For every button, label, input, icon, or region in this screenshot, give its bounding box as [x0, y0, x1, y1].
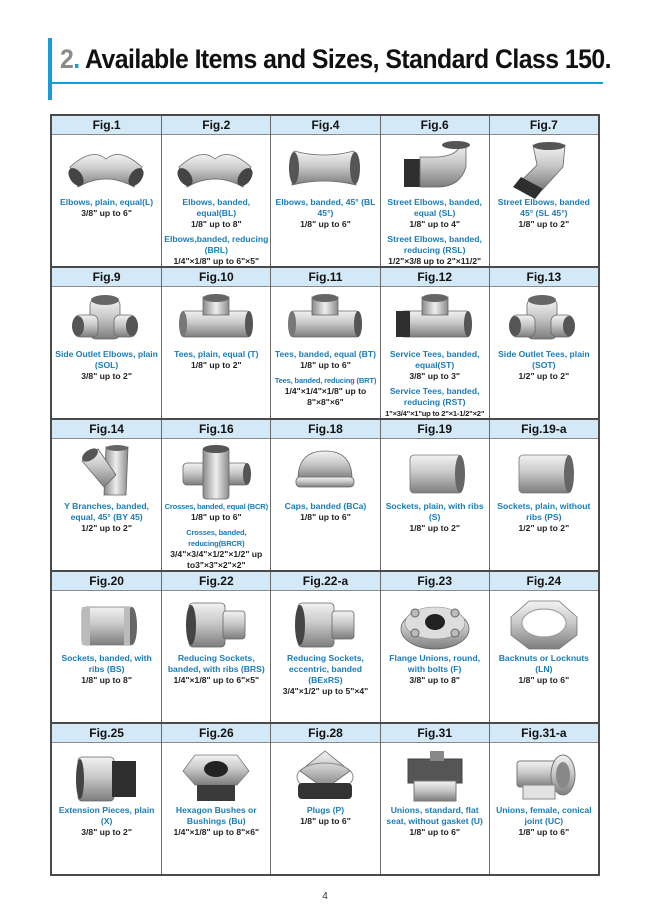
fitting-size-range: 1/8" up to 6" — [518, 675, 570, 685]
union-conical-icon — [490, 747, 598, 805]
fitting-description — [271, 653, 379, 697]
fitting-description — [271, 501, 379, 523]
fitting-description — [162, 805, 270, 838]
fitting-size-range: 1/8" up to 6" — [300, 219, 351, 229]
figure-label: Fig.12 — [381, 268, 489, 287]
reducing-socket-eccentric-icon — [271, 595, 379, 653]
fitting-size-range: 1/8" up to 2" — [518, 219, 570, 229]
fitting-size-range: 1/8" up to 6" — [300, 816, 351, 826]
fitting-description — [52, 501, 161, 534]
fitting-description — [271, 349, 379, 408]
fitting-name: Elbows, banded, 45° (BL 45°) — [275, 197, 376, 218]
figure-label: Fig.11 — [271, 268, 379, 287]
fitting-description — [490, 653, 598, 686]
fitting-name: Extension Pieces, plain (X) — [58, 805, 155, 826]
fitting-name: Flange Unions, round, with bolts (F) — [389, 653, 481, 674]
fitting-size-range: 3/8" up to 3" — [409, 371, 460, 381]
tee-plain-icon — [162, 291, 270, 349]
fitting-description — [381, 197, 489, 267]
extension-piece-icon — [52, 747, 161, 805]
fitting-size-range: 1/8" up to 2" — [190, 360, 242, 370]
fitting-description — [52, 653, 161, 686]
fitting-description — [271, 805, 379, 827]
figure-label: Fig.19-a — [490, 420, 598, 439]
fitting-size-range: 3/8" up to 6" — [81, 208, 132, 218]
figure-label: Fig.16 — [162, 420, 270, 439]
figure-label: Fig.26 — [162, 724, 270, 743]
elbow-45-banded-icon — [271, 139, 379, 197]
fitting-description — [271, 197, 379, 230]
fitting-description — [52, 349, 161, 382]
fitting-description — [490, 349, 598, 382]
fitting-name: Street Elbows, banded, reducing (RSL) — [387, 234, 482, 255]
figure-label: Fig.18 — [271, 420, 379, 439]
page-number: 4 — [322, 891, 328, 902]
figure-label: Fig.25 — [52, 724, 161, 743]
fitting-description — [381, 805, 489, 838]
table-row — [52, 722, 598, 874]
table-row — [52, 116, 598, 266]
street-elbow-45-icon — [490, 139, 598, 197]
fitting-cell — [270, 268, 379, 418]
fitting-name: Street Elbows, banded 45° (SL 45°) — [497, 197, 590, 218]
fitting-name: Side Outlet Tees, plain (SOT) — [498, 349, 590, 370]
fitting-cell — [161, 268, 270, 418]
fitting-description — [381, 349, 489, 419]
section-title: Available Items and Sizes, Standard Class 150. — [79, 44, 611, 74]
fitting-size-range: 1/4"×1/8" up to 6"×5" — [173, 675, 260, 685]
section-number-dot: . — [73, 44, 80, 74]
figure-label: Fig.1 — [52, 116, 161, 135]
fitting-size-range: 3/4"×3/4"×1/2"×1/2" up to3"×3"×2"×2" — [170, 549, 263, 570]
section-header — [48, 38, 611, 102]
cross-icon — [162, 443, 270, 501]
fitting-name: Crosses, banded, equal (BCR) — [164, 502, 268, 511]
fitting-description — [52, 197, 161, 219]
fitting-cell — [270, 572, 379, 722]
fitting-cell — [489, 116, 598, 266]
fitting-size-range: 1/4"×1/8" up to 8"×6" — [173, 827, 260, 837]
fitting-cell — [52, 116, 161, 266]
fitting-description — [52, 805, 161, 838]
fitting-size-range: 1/4"×1/4"×1/8" up to 8"×8"×6" — [284, 386, 367, 407]
fitting-cell — [380, 572, 489, 722]
fitting-cell — [270, 420, 379, 570]
fitting-size-range: 3/4"×1/2" up to 5"×4" — [282, 686, 369, 696]
figure-label: Fig.24 — [490, 572, 598, 591]
fitting-name: Elbows, banded, equal(BL) — [182, 197, 251, 218]
fitting-name: Y Branches, banded, equal, 45° (BY 45) — [64, 501, 150, 522]
figure-label: Fig.28 — [271, 724, 379, 743]
tee-banded-icon — [271, 291, 379, 349]
fitting-name: Reducing Sockets, eccentric, banded (BExRS) — [287, 653, 364, 685]
section-number: 2 — [60, 44, 74, 74]
fitting-description — [162, 501, 270, 571]
fitting-cell — [489, 420, 598, 570]
fitting-size-range: 1"×3/4"×1"up to 2"×1-1/2"×2" — [385, 409, 485, 418]
fitting-description — [381, 653, 489, 686]
fitting-size-range: 1/8" up to 6" — [300, 512, 351, 522]
fitting-size-range: 1/8" up to 8" — [190, 219, 242, 229]
fitting-name: Unions, standard, flat seat, without gasket (U) — [386, 805, 483, 826]
fitting-name: Elbows, plain, equal(L) — [60, 197, 154, 207]
locknut-icon — [490, 595, 598, 653]
fitting-cell — [380, 420, 489, 570]
socket-ribbed-icon — [381, 443, 489, 501]
service-tee-icon — [381, 291, 489, 349]
y-branch-icon — [52, 443, 161, 501]
fitting-cell — [380, 116, 489, 266]
fitting-size-range: 1/4"×1/8" up to 6"×5" — [173, 256, 260, 266]
street-elbow-90-icon — [381, 139, 489, 197]
figure-label: Fig.4 — [271, 116, 379, 135]
figure-label: Fig.22-a — [271, 572, 379, 591]
fitting-name: Reducing Sockets, banded, with ribs (BRS) — [167, 653, 265, 674]
fitting-cell — [161, 724, 270, 874]
table-row — [52, 418, 598, 570]
fitting-cell — [52, 572, 161, 722]
title-accent-bar — [48, 38, 52, 100]
fitting-description — [162, 653, 270, 686]
fitting-name: Service Tees, banded, reducing (RST) — [389, 386, 480, 407]
fitting-cell — [380, 268, 489, 418]
fitting-cell — [489, 572, 598, 722]
fitting-size-range: 3/8" up to 2" — [81, 371, 132, 381]
fitting-name: Hexagon Bushes or Bushings (Bu) — [175, 805, 257, 826]
table-row — [52, 266, 598, 418]
fitting-name: Crosses, banded, reducing(BRCR) — [186, 528, 247, 548]
fitting-size-range: 1/8" up to 6" — [190, 512, 242, 522]
figure-label: Fig.19 — [381, 420, 489, 439]
figure-label: Fig.23 — [381, 572, 489, 591]
elbow-90-banded-icon — [162, 139, 270, 197]
reducing-socket-icon — [162, 595, 270, 653]
fitting-cell — [380, 724, 489, 874]
fitting-cell — [161, 572, 270, 722]
fitting-name: Elbows,banded, reducing (BRL) — [164, 234, 269, 255]
union-flat-seat-icon — [381, 747, 489, 805]
fitting-cell — [270, 724, 379, 874]
fitting-name: Backnuts or Locknuts (LN) — [498, 653, 589, 674]
fitting-name: Caps, banded (BCa) — [284, 501, 367, 511]
fitting-name: Street Elbows, banded, equal (SL) — [387, 197, 482, 218]
figure-label: Fig.31 — [381, 724, 489, 743]
fitting-size-range: 1/8" up to 6" — [409, 827, 460, 837]
fitting-cell — [489, 724, 598, 874]
socket-banded-icon — [52, 595, 161, 653]
fitting-size-range: 1/8" up to 4" — [409, 219, 460, 229]
fitting-name: Tees, plain, equal (T) — [174, 349, 259, 359]
figure-label: Fig.9 — [52, 268, 161, 287]
fitting-cell — [52, 724, 161, 874]
fitting-size-range: 1/2"×3/8 up to 2"×11/2" — [388, 256, 482, 266]
figure-label: Fig.31-a — [490, 724, 598, 743]
figure-label: Fig.10 — [162, 268, 270, 287]
fitting-cell — [270, 116, 379, 266]
table-row — [52, 570, 598, 722]
fitting-size-range: 3/8" up to 2" — [81, 827, 132, 837]
fitting-description — [381, 501, 489, 534]
fitting-name: Unions, female, conical joint (UC) — [496, 805, 592, 826]
fitting-description — [490, 805, 598, 838]
hexagon-bushing-icon — [162, 747, 270, 805]
fittings-table — [50, 114, 600, 876]
figure-label: Fig.22 — [162, 572, 270, 591]
fitting-cell — [161, 116, 270, 266]
fitting-name: Sockets, plain, with ribs (S) — [385, 501, 484, 522]
fitting-name: Sockets, plain, without ribs (PS) — [497, 501, 591, 522]
cap-icon — [271, 443, 379, 501]
fitting-size-range: 1/8" up to 8" — [81, 675, 132, 685]
figure-label: Fig.20 — [52, 572, 161, 591]
fitting-size-range: 1/2" up to 2" — [518, 371, 570, 381]
figure-label: Fig.13 — [490, 268, 598, 287]
title-underline — [48, 82, 603, 84]
fitting-cell — [52, 420, 161, 570]
fitting-name: Plugs (P) — [306, 805, 345, 815]
fitting-description — [490, 501, 598, 534]
figure-label: Fig.14 — [52, 420, 161, 439]
flange-union-icon — [381, 595, 489, 653]
fitting-description — [162, 349, 270, 371]
fitting-cell — [52, 268, 161, 418]
side-outlet-elbow-icon — [52, 291, 161, 349]
fitting-size-range: 1/8" up to 2" — [409, 523, 460, 533]
fitting-cell — [161, 420, 270, 570]
fitting-size-range: 1/8" up to 6" — [300, 360, 351, 370]
fitting-description — [490, 197, 598, 230]
figure-label: Fig.6 — [381, 116, 489, 135]
fitting-name: Tees, banded, equal (BT) — [274, 349, 376, 359]
fitting-cell — [489, 268, 598, 418]
fitting-name: Service Tees, banded, equal(ST) — [389, 349, 480, 370]
socket-plain-icon — [490, 443, 598, 501]
page-title — [60, 44, 611, 75]
fitting-description — [162, 197, 270, 267]
fitting-name: Sockets, banded, with ribs (BS) — [61, 653, 152, 674]
fitting-size-range: 3/8" up to 8" — [409, 675, 460, 685]
fitting-size-range: 1/8" up to 6" — [518, 827, 570, 837]
fitting-name: Tees, banded, reducing (BRT) — [274, 376, 377, 385]
figure-label: Fig.2 — [162, 116, 270, 135]
plug-icon — [271, 747, 379, 805]
figure-label: Fig.7 — [490, 116, 598, 135]
elbow-90-plain-icon — [52, 139, 161, 197]
fitting-size-range: 1/2" up to 2" — [518, 523, 570, 533]
side-outlet-tee-icon — [490, 291, 598, 349]
fitting-size-range: 1/2" up to 2" — [81, 523, 132, 533]
fitting-name: Side Outlet Elbows, plain (SOL) — [55, 349, 158, 370]
